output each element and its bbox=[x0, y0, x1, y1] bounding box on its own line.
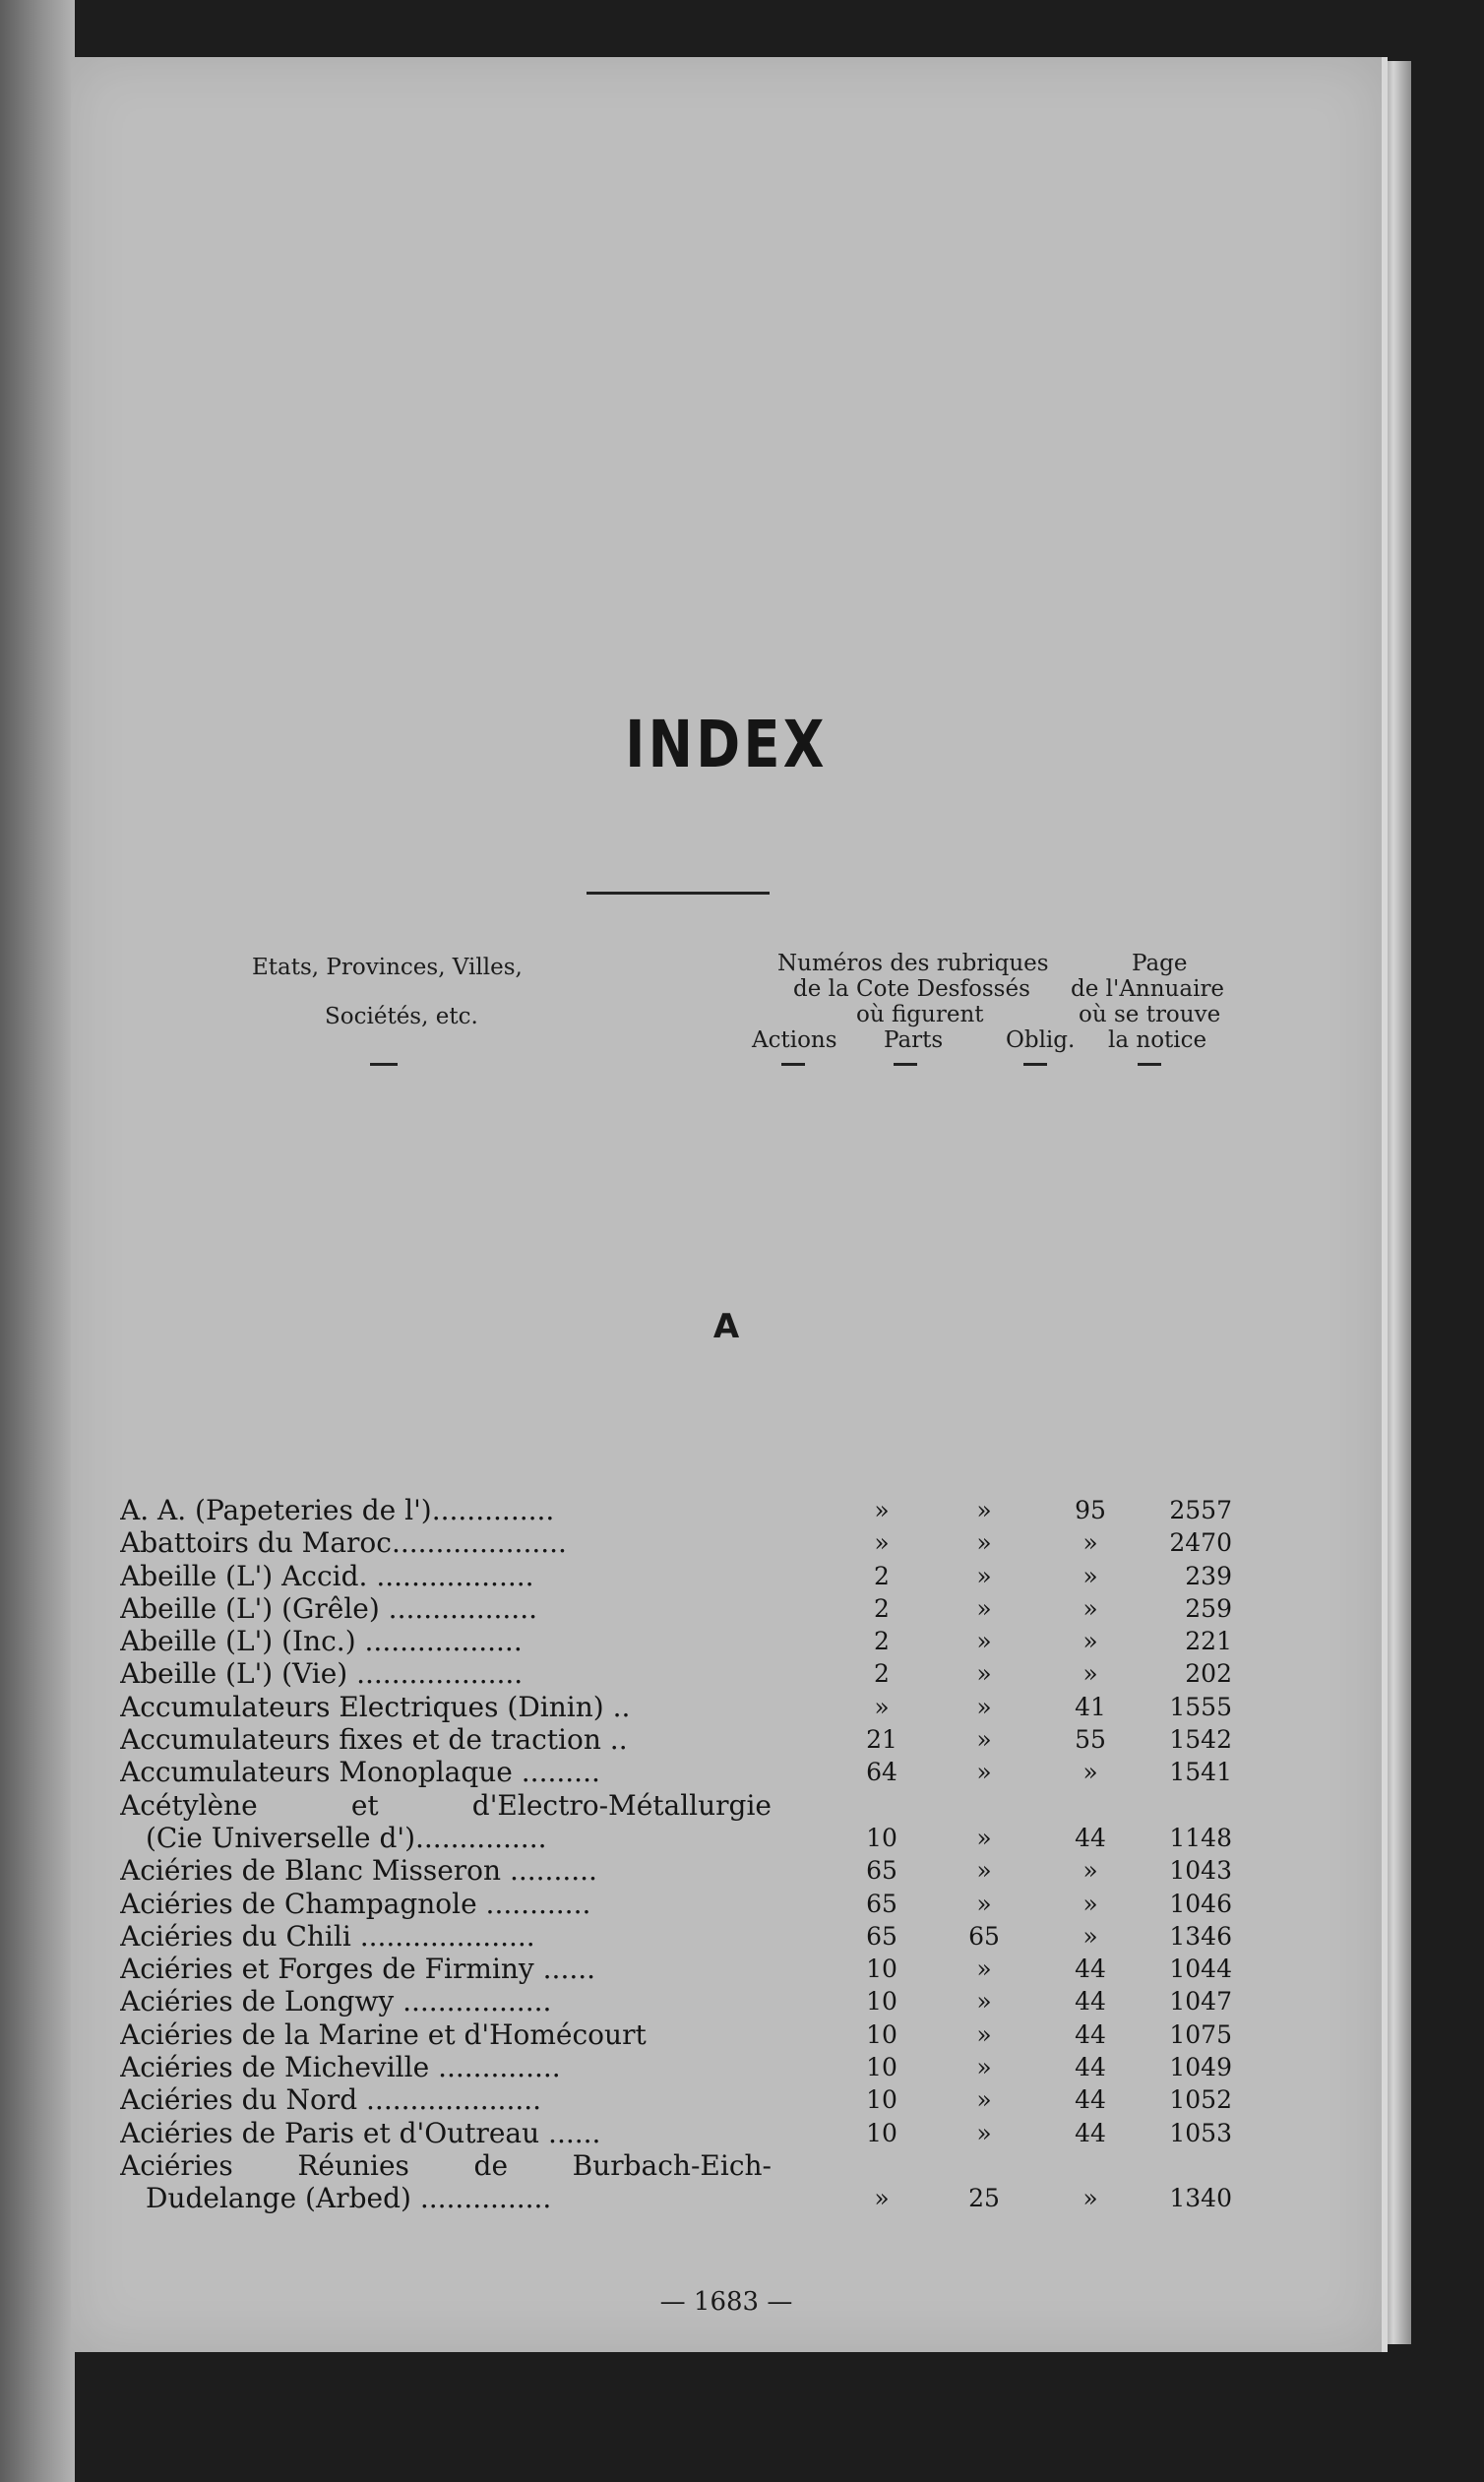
header-left-line2: Sociétés, etc. bbox=[325, 1004, 478, 1029]
index-entries bbox=[120, 1494, 1301, 2215]
header-col-parts: Parts bbox=[884, 1027, 944, 1053]
index-row bbox=[120, 1789, 1301, 1822]
col-parts-value: » bbox=[976, 1823, 992, 1852]
entry-name: Aciéries Réunies de Burbach-Eich- bbox=[120, 2148, 772, 2182]
entry-name: Abattoirs du Maroc.................... bbox=[120, 1526, 567, 1560]
entry-name: Abeille (L') (Inc.) .................. bbox=[120, 1625, 523, 1658]
col-actions-value: » bbox=[874, 2184, 890, 2213]
header-right-line4: la notice bbox=[1108, 1027, 1207, 1053]
entry-name: (Cie Universelle d')............... bbox=[146, 1821, 547, 1854]
col-page-value: 1075 bbox=[1169, 2019, 1232, 2049]
index-row bbox=[120, 2051, 1301, 2083]
col-actions-value: 65 bbox=[866, 1921, 897, 1951]
col-oblig-value: » bbox=[1082, 1856, 1098, 1886]
col-actions-value: 65 bbox=[866, 1856, 897, 1886]
col-parts-value: » bbox=[976, 1856, 992, 1886]
index-row bbox=[120, 1723, 1301, 1756]
col-actions-value: 10 bbox=[866, 1955, 897, 1984]
entry-name: Accumulateurs Monoplaque ......... bbox=[120, 1756, 600, 1789]
header-dash-actions bbox=[781, 1063, 805, 1066]
col-parts-value: » bbox=[976, 1593, 992, 1623]
col-page-value: 1044 bbox=[1169, 1955, 1232, 1984]
index-row bbox=[120, 1920, 1301, 1953]
header-left-dash bbox=[370, 1063, 398, 1066]
col-page-value: 2557 bbox=[1169, 1496, 1232, 1524]
index-row bbox=[120, 1888, 1301, 1920]
col-oblig-value: » bbox=[1082, 1921, 1098, 1951]
col-oblig-value: » bbox=[1082, 1659, 1098, 1689]
document-page bbox=[71, 57, 1388, 2352]
col-parts-value: » bbox=[976, 1758, 992, 1787]
index-row bbox=[120, 1657, 1301, 1690]
col-actions-value: 2 bbox=[874, 1659, 890, 1689]
entry-name: Accumulateurs fixes et de traction .. bbox=[120, 1723, 628, 1757]
col-parts-value: » bbox=[976, 1987, 992, 2017]
page-title: INDEX bbox=[625, 707, 828, 782]
col-page-value: 202 bbox=[1185, 1659, 1232, 1689]
col-oblig-value: 41 bbox=[1075, 1692, 1106, 1721]
index-row bbox=[120, 2149, 1301, 2182]
col-page-value: 1542 bbox=[1169, 1725, 1232, 1755]
col-page-value: 1043 bbox=[1169, 1856, 1232, 1886]
col-parts-value: » bbox=[976, 2019, 992, 2049]
index-row bbox=[120, 1985, 1301, 2017]
col-actions-value: 2 bbox=[874, 1627, 890, 1656]
col-oblig-value: 95 bbox=[1075, 1496, 1106, 1524]
col-oblig-value: » bbox=[1082, 1528, 1098, 1558]
col-parts-value: » bbox=[976, 2053, 992, 2082]
section-letter: A bbox=[712, 1307, 740, 1346]
entry-name: Aciéries du Chili .................... bbox=[120, 1919, 535, 1953]
page-number: — 1683 — bbox=[659, 2287, 793, 2317]
index-row bbox=[120, 1822, 1301, 1854]
col-page-value: 221 bbox=[1185, 1627, 1232, 1656]
col-actions-value: 2 bbox=[874, 1593, 890, 1623]
entry-name: Aciéries et Forges de Firminy ...... bbox=[120, 1953, 596, 1986]
col-parts-value: » bbox=[976, 2118, 992, 2147]
col-page-value: 1340 bbox=[1169, 2184, 1232, 2213]
header-dash-page bbox=[1138, 1063, 1161, 1066]
col-actions-value: 10 bbox=[866, 2085, 897, 2115]
col-actions-value: 10 bbox=[866, 2053, 897, 2082]
index-row bbox=[120, 1953, 1301, 1985]
entry-name: Abeille (L') Accid. .................. bbox=[120, 1559, 534, 1592]
index-row bbox=[120, 1756, 1301, 1788]
entry-name: A. A. (Papeteries de l').............. bbox=[120, 1494, 555, 1526]
header-right-line2: de l'Annuaire bbox=[1071, 976, 1225, 1002]
col-page-value: 259 bbox=[1185, 1593, 1232, 1623]
index-row bbox=[120, 1592, 1301, 1625]
col-page-value: 1148 bbox=[1169, 1823, 1232, 1852]
header-dash-oblig bbox=[1023, 1063, 1047, 1066]
index-row bbox=[120, 1526, 1301, 1559]
col-actions-value: 2 bbox=[874, 1561, 890, 1590]
col-actions-value: 65 bbox=[866, 1889, 897, 1918]
entry-name: Aciéries de la Marine et d'Homécourt bbox=[120, 2017, 647, 2051]
index-row bbox=[120, 1494, 1301, 1526]
col-actions-value: » bbox=[874, 1692, 890, 1721]
col-parts-value: » bbox=[976, 1889, 992, 1918]
col-oblig-value: » bbox=[1082, 1758, 1098, 1787]
col-page-value: 1555 bbox=[1169, 1692, 1232, 1721]
header-right-line1: Page bbox=[1132, 951, 1188, 976]
entry-name: Acétylène et d'Electro-Métallurgie bbox=[120, 1788, 772, 1822]
index-row bbox=[120, 2018, 1301, 2051]
entry-name: Aciéries du Nord .................... bbox=[120, 2083, 542, 2117]
entry-name: Aciéries de Micheville .............. bbox=[120, 2051, 561, 2084]
col-page-value: 1046 bbox=[1169, 1889, 1232, 1918]
index-row bbox=[120, 1560, 1301, 1592]
col-page-value: 239 bbox=[1185, 1561, 1232, 1590]
index-row bbox=[120, 1625, 1301, 1657]
col-actions-value: » bbox=[874, 1528, 890, 1558]
col-page-value: 1346 bbox=[1169, 1921, 1232, 1951]
index-row bbox=[120, 2117, 1301, 2149]
col-oblig-value: 44 bbox=[1075, 1987, 1106, 2017]
index-row bbox=[120, 2182, 1301, 2214]
col-oblig-value: 44 bbox=[1075, 1955, 1106, 1984]
col-parts-value: 65 bbox=[968, 1921, 1000, 1951]
col-page-value: 1053 bbox=[1169, 2118, 1232, 2147]
entry-name: Abeille (L') (Vie) ................... bbox=[120, 1657, 524, 1691]
col-oblig-value: 44 bbox=[1075, 2118, 1106, 2147]
col-actions-value: 10 bbox=[866, 2118, 897, 2147]
header-center-line1: Numéros des rubriques bbox=[777, 951, 1049, 976]
col-oblig-value: » bbox=[1082, 1561, 1098, 1590]
col-parts-value: 25 bbox=[968, 2184, 1000, 2213]
header-col-actions: Actions bbox=[752, 1027, 837, 1053]
index-row bbox=[120, 1854, 1301, 1887]
col-oblig-value: 44 bbox=[1075, 2019, 1106, 2049]
col-oblig-value: » bbox=[1082, 1593, 1098, 1623]
entry-name: Abeille (L') (Grêle) ................. bbox=[120, 1591, 537, 1625]
index-row bbox=[120, 2083, 1301, 2116]
index-row bbox=[120, 1691, 1301, 1723]
col-oblig-value: 44 bbox=[1075, 2053, 1106, 2082]
col-parts-value: » bbox=[976, 1955, 992, 1984]
col-oblig-value: » bbox=[1082, 1627, 1098, 1656]
entry-name: Aciéries de Paris et d'Outreau ...... bbox=[120, 2116, 601, 2149]
header-center-line3: où figurent bbox=[856, 1002, 984, 1027]
header-center-line2: de la Cote Desfossés bbox=[793, 976, 1030, 1002]
col-oblig-value: 44 bbox=[1075, 2085, 1106, 2115]
col-page-value: 1052 bbox=[1169, 2085, 1232, 2115]
col-actions-value: 10 bbox=[866, 1987, 897, 2017]
col-oblig-value: » bbox=[1082, 1889, 1098, 1918]
col-parts-value: » bbox=[976, 1659, 992, 1689]
col-oblig-value: 44 bbox=[1075, 1823, 1106, 1852]
col-page-value: 1049 bbox=[1169, 2053, 1232, 2082]
col-actions-value: 64 bbox=[866, 1758, 897, 1787]
facing-page-edge bbox=[0, 0, 75, 2482]
title-rule bbox=[587, 892, 770, 895]
col-actions-value: 21 bbox=[866, 1725, 897, 1755]
entry-name: Aciéries de Champagnole ............ bbox=[120, 1887, 591, 1920]
col-parts-value: » bbox=[976, 1496, 992, 1524]
entry-name: Aciéries de Blanc Misseron .......... bbox=[120, 1854, 597, 1888]
entry-name: Accumulateurs Electriques (Dinin) .. bbox=[120, 1690, 631, 1723]
col-parts-value: » bbox=[976, 1692, 992, 1721]
entry-name: Dudelange (Arbed) ............... bbox=[146, 2182, 552, 2215]
header-right-line3: où se trouve bbox=[1079, 1002, 1221, 1027]
col-parts-value: » bbox=[976, 1561, 992, 1590]
col-parts-value: » bbox=[976, 1725, 992, 1755]
col-actions-value: 10 bbox=[866, 2019, 897, 2049]
col-actions-value: » bbox=[874, 1496, 890, 1524]
col-page-value: 1541 bbox=[1169, 1758, 1232, 1787]
col-parts-value: » bbox=[976, 1627, 992, 1656]
header-col-oblig: Oblig. bbox=[1006, 1027, 1076, 1053]
col-oblig-value: 55 bbox=[1075, 1725, 1106, 1755]
col-parts-value: » bbox=[976, 1528, 992, 1558]
header-dash-parts bbox=[894, 1063, 917, 1066]
col-oblig-value: » bbox=[1082, 2184, 1098, 2213]
header-left-line1: Etats, Provinces, Villes, bbox=[252, 955, 523, 980]
col-parts-value: » bbox=[976, 2085, 992, 2115]
entry-name: Aciéries de Longwy ................. bbox=[120, 1985, 552, 2018]
col-page-value: 1047 bbox=[1169, 1987, 1232, 2017]
col-page-value: 2470 bbox=[1169, 1528, 1232, 1558]
col-actions-value: 10 bbox=[866, 1823, 897, 1852]
